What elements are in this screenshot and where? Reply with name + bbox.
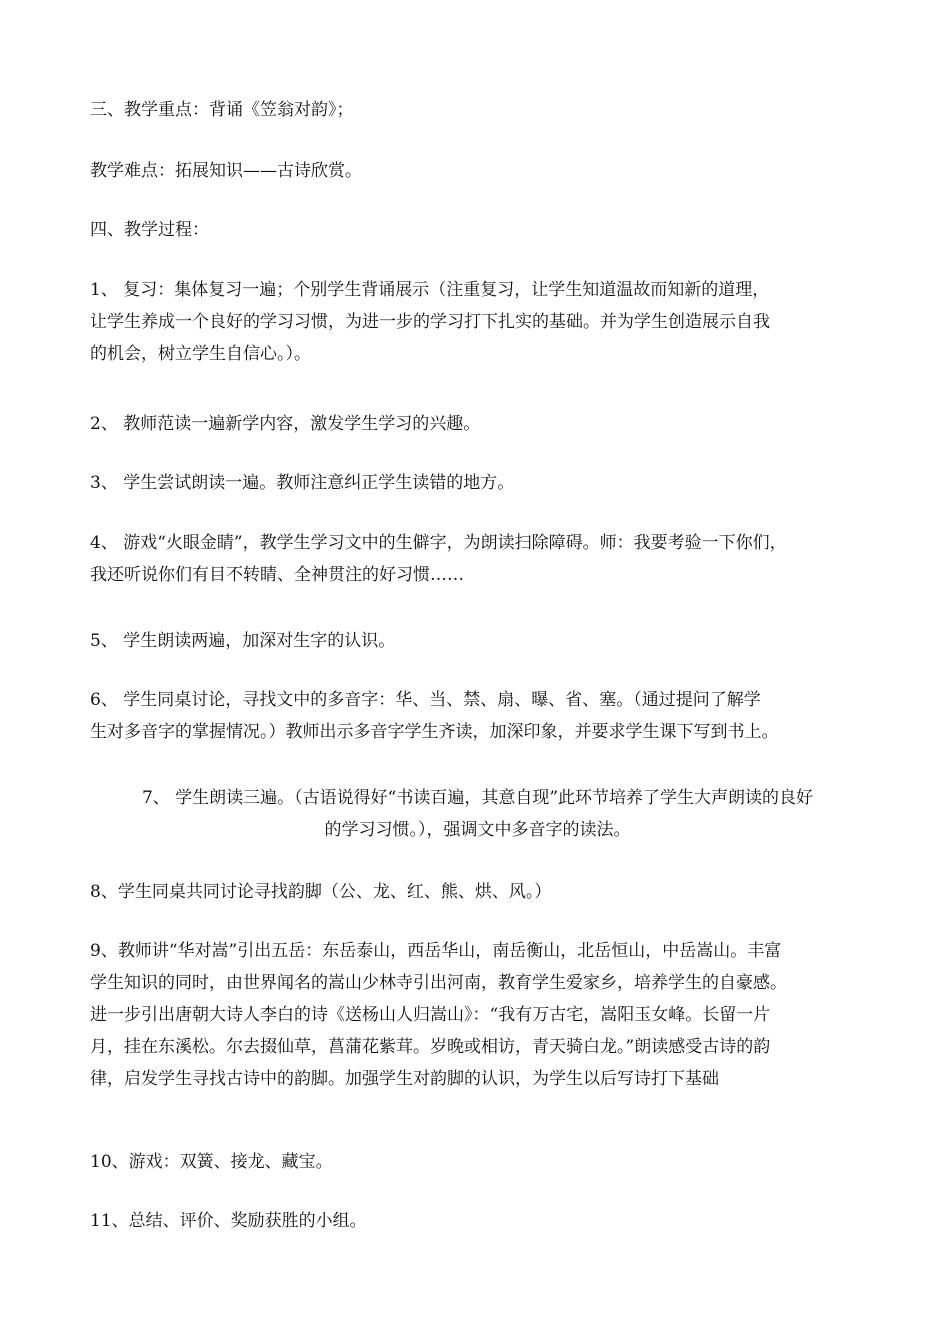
step-9-line: 学生知识的同时，由世界闻名的嵩山少林寺引出河南，教育学生爱家乡，培养学生的自豪感。 [90,973,787,993]
step-6-line: 6、 学生同桌讨论，寻找文中的多音字：华、当、禁、扇、曝、省、塞。（通过提问了解学 [90,690,761,710]
section-process-heading: 四、教学过程： [90,220,209,240]
step-1-line: 让学生养成一个良好的学习习惯，为进一步的学习打下扎实的基础。并为学生创造展示自我 [90,312,770,332]
step-6-line: 生对多音字的掌握情况。）教师出示多音字学生齐读，加深印象，并要求学生课下写到书上。 [90,722,779,742]
step-9-line: 9、教师讲“华对嵩”引出五岳：东岳泰山，西岳华山，南岳衡山，北岳恒山，中岳嵩山。丰富 [90,941,782,961]
step-10: 10、游戏：双簧、接龙、藏宝。 [90,1152,333,1172]
step-1 [90,274,865,370]
section-key-points: 三、教学重点：背诵《笠翁对韵》； [90,100,354,120]
step-6 [90,684,865,748]
step-7-line: 7、 学生朗读三遍。（古语说得好“书读百遍，其意自现”此环节培养了学生大声朗读的良好 [141,788,814,808]
step-9-line: 月，挂在东溪松。尔去掇仙草，菖蒲花紫茸。岁晚或相访，青天骑白龙。”朗读感受古诗的韵 [90,1037,771,1057]
step-7-line: 的学习习惯。），强调文中多音字的读法。 [324,820,631,840]
step-9-line: 进一步引出唐朝大诗人李白的诗《送杨山人归嵩山》：“我有万古宅，嵩阳玉女峰。长留一片 [90,1005,771,1025]
step-5: 5、 学生朗读两遍，加深对生字的认识。 [90,631,396,651]
step-4-line: 4、 游戏“火眼金睛”，教学生学习文中的生僻字，为朗读扫除障碍。师：我要考验一下你们， [90,533,787,553]
step-1-line: 的机会，树立学生自信心。）。 [90,344,311,364]
step-9-line: 律，启发学生寻找古诗中的韵脚。加强学生对韵脚的认识，为学生以后写诗打下基础 [90,1069,719,1089]
step-11: 11、总结、评价、奖励获胜的小组。 [90,1211,367,1231]
step-1-line: 1、 复习：集体复习一遍；个别学生背诵展示（注重复习，让学生知道温故而知新的道理， [90,280,770,300]
step-2: 2、 教师范读一遍新学内容，激发学生学习的兴趣。 [90,414,481,434]
step-7 [90,782,865,846]
step-4-line: 我还听说你们有目不转睛、全神贯注的好习惯…… [90,565,464,585]
step-4 [90,527,865,591]
step-8: 8、学生同桌共同讨论寻找韵脚（公、龙、红、熊、烘、风。） [90,882,552,902]
section-difficulties: 教学难点：拓展知识——古诗欣赏。 [90,161,362,181]
step-3: 3、 学生尝试朗读一遍。教师注意纠正学生读错的地方。 [90,473,515,493]
step-9 [90,935,865,1095]
